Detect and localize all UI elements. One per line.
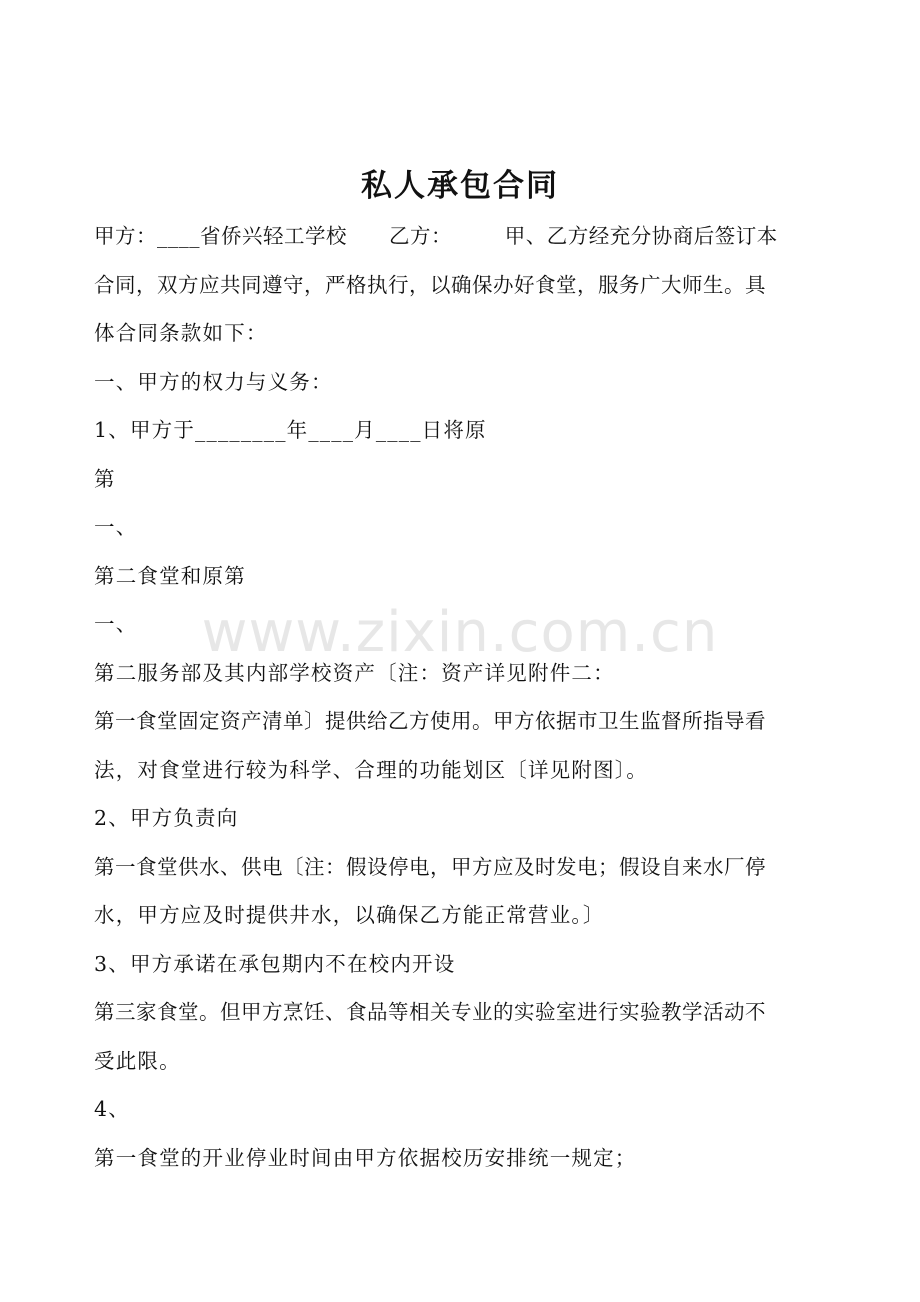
text-line-20: 第一食堂的开业停业时间由甲方依据校历安排统一规定；	[94, 1145, 637, 1170]
text-line-4: 一、甲方的权力与义务：	[94, 369, 333, 394]
text-line-1: 甲方：____省侨兴轻工学校 乙方： 甲、乙方经充分协商后签订本	[94, 224, 778, 248]
text-line-19: 4、	[94, 1097, 130, 1121]
text-line-17: 第三家食堂。但甲方烹饪、食品等相关专业的实验室进行实验教学活动不	[94, 1000, 766, 1024]
text-line-2: 合同，双方应共同遵守，严格执行，以确保办好食堂，服务广大师生。具	[94, 272, 766, 297]
text-line-7: 一、	[94, 515, 138, 539]
text-line-13: 2、甲方负责向	[94, 806, 239, 830]
text-line-11: 第一食堂固定资产清单〕提供给乙方使用。甲方依据市卫生监督所指导看	[94, 709, 766, 733]
text-line-8: 第二食堂和原第	[94, 563, 246, 588]
text-line-3: 体合同条款如下：	[94, 321, 268, 345]
document-body	[94, 212, 832, 1182]
watermark: www.zixin.com.cn	[201, 600, 719, 665]
document-title: 私人承包合同	[361, 168, 559, 204]
text-line-6: 第	[94, 466, 116, 491]
text-line-14: 第一食堂供水、供电〔注：假设停电，甲方应及时发电；假设自来水厂停	[94, 854, 766, 879]
text-line-15: 水，甲方应及时提供井水，以确保乙方能正常营业。〕	[94, 903, 605, 927]
text-line-10: 第二服务部及其内部学校资产〔注：资产详见附件二：	[94, 660, 615, 685]
text-line-18: 受此限。	[94, 1048, 181, 1073]
text-line-16: 3、甲方承诺在承包期内不在校内开设	[94, 951, 456, 976]
text-line-9: 一、	[94, 612, 138, 636]
text-line-5: 1、甲方于________年____月____日将原	[94, 418, 487, 442]
text-line-12: 法，对食堂进行较为科学、合理的功能划区〔详见附图〕。	[94, 757, 648, 782]
